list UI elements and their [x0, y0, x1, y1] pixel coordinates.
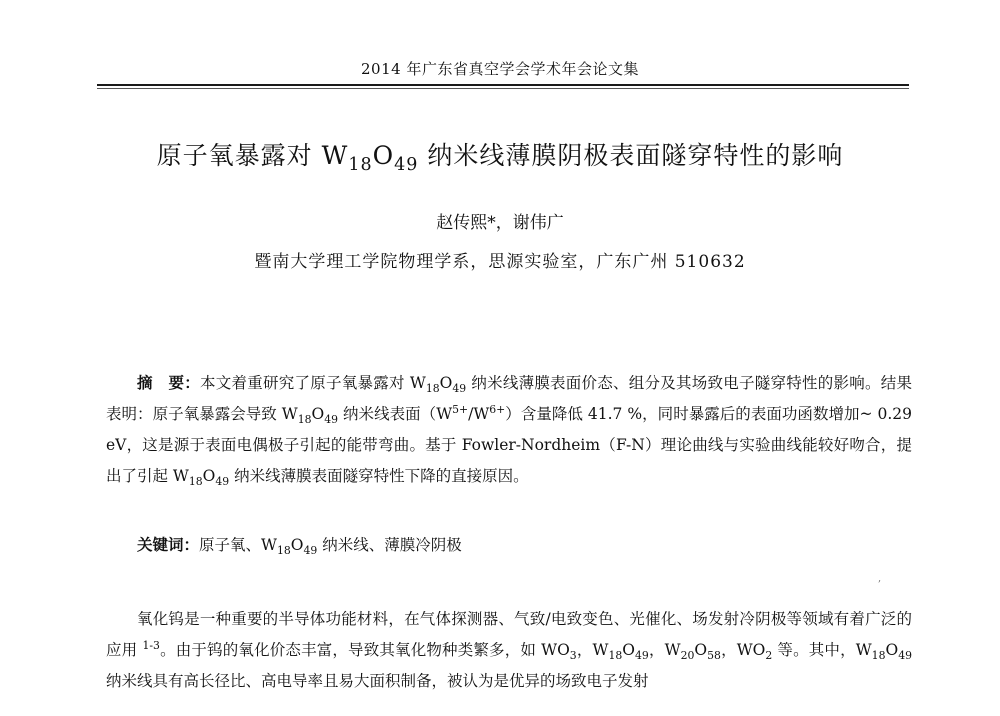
body-sub: 49: [635, 649, 649, 663]
header-rule-thin: [97, 88, 909, 89]
body-text: O: [694, 641, 708, 659]
abstract-text-5: 纳米线薄膜表面隧穿特性下降的直接原因。: [229, 467, 529, 485]
abstract-text-1: 本文着重研究了原子氧暴露对 W: [200, 374, 426, 392]
body-sub: 58: [707, 649, 721, 663]
body-text: ，W: [648, 641, 681, 659]
abstract-text-o: O: [311, 405, 325, 423]
abstract-text-3: 纳米线表面（W: [338, 405, 453, 423]
citation-ref: 1-3: [142, 638, 160, 652]
body-sub: 18: [871, 649, 886, 663]
abstract-text-slash: /W: [468, 405, 490, 423]
abstract-sub: 49: [215, 475, 230, 489]
title-sub-2: 49: [394, 155, 419, 175]
title-sub-1: 18: [348, 155, 373, 175]
keywords-label: 关键词：: [137, 536, 200, 554]
body-text: O: [885, 641, 899, 659]
body-paragraph: [106, 604, 912, 697]
keywords: [106, 530, 912, 560]
abstract-text-o: O: [202, 467, 216, 485]
title-text-3: 纳米线薄膜阴极表面隧穿特性的影响: [418, 141, 844, 170]
body-text: O: [622, 641, 635, 659]
keywords-text-2: 纳米线、薄膜冷阴极: [317, 536, 462, 554]
body-text: 纳米线具有高长径比、高电导率且易大面积制备，被认为是优异的场致电子发射: [106, 672, 649, 690]
body-sub: 18: [608, 649, 623, 663]
keywords-sub: 18: [276, 544, 291, 558]
authors: 赵传熙*，谢伟广: [436, 213, 564, 233]
abstract-sup: 5+: [452, 402, 469, 416]
title-text-1: 原子氧暴露对 W: [156, 141, 349, 170]
keywords-text-o: O: [290, 536, 304, 554]
title-text-2: O: [372, 141, 395, 170]
body-text: 氧化钨是一种重要的半导体功能材料，在气体探测器、气致/电致变色、光催化、场发射冷阴极等领域有着广泛的应用: [106, 610, 912, 659]
margin-mark: ,: [878, 573, 882, 584]
keywords-text-1: 原子氧、W: [199, 536, 277, 554]
abstract-text-o: O: [439, 374, 453, 392]
body-text: 。由于钨的氧化价态丰富，导致其氧化物种类繁多，如 WO: [159, 641, 570, 659]
paper-title: [0, 136, 1000, 175]
abstract-sub: 18: [297, 413, 312, 427]
keywords-sub: 49: [303, 544, 318, 558]
abstract-sub: 49: [452, 382, 467, 396]
abstract-sub: 18: [425, 382, 440, 396]
body-sub: 2: [765, 649, 773, 663]
abstract-sub: 18: [188, 475, 203, 489]
abstract-label: 摘 要：: [137, 374, 200, 392]
abstract-sub: 49: [324, 413, 339, 427]
abstract: [106, 368, 912, 492]
abstract-text-4: ）含量降低 41.7 %，同时暴露后的表面功函数增加~ 0.29 eV，这是源于表面电偶极子引起的能带弯曲。基于 Fowler-Nordheim（F-N）理论曲线与实验曲线能较好吻合，提出了引起 W: [106, 405, 913, 485]
affiliation: 暨南大学理工学院物理学系，思源实验室，广东广州 510632: [254, 252, 746, 272]
running-head: 2014 年广东省真空学会学术年会论文集: [361, 60, 639, 78]
body-text: ，W: [576, 641, 609, 659]
abstract-text-2: 纳米线薄膜表面价态、组分及其场致电子隧穿特性的影响。结果表明：原子氧暴露会导致 W: [106, 374, 912, 423]
header-rule: [97, 84, 909, 86]
body-text: ，WO: [720, 641, 766, 659]
abstract-sup: 6+: [489, 402, 506, 416]
body-sub: 20: [680, 649, 695, 663]
body-sub: 49: [898, 649, 913, 663]
body-text: 等。其中，W: [772, 641, 872, 659]
body-sub: 3: [569, 649, 577, 663]
